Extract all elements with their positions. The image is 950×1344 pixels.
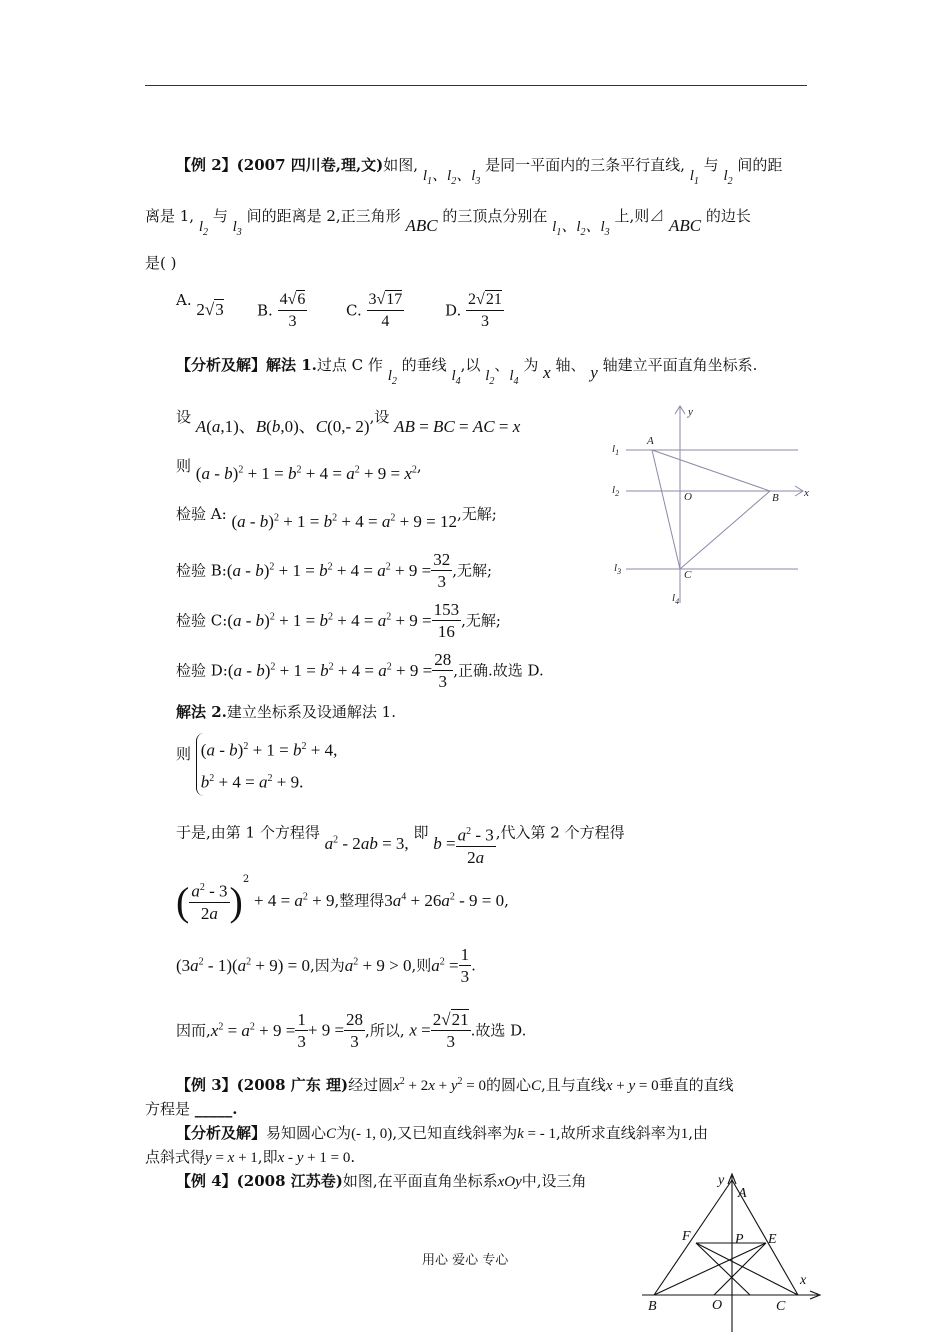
text: . (350, 1148, 356, 1166)
answer-blank: _____. (194, 1100, 238, 1118)
ex2-text: 离是 1, (145, 207, 195, 225)
option-label: B. (257, 301, 273, 320)
so-line: 于是,由第 1 个方程得 $a^2 - 2ab = 3$, 即 b = $\frac{a^2 - 3}{2a}$ ,代入第 2 个方程得 (176, 823, 625, 867)
ex3-analysis-line1: 【分析及解】易知圆心C为(- 1, 0),又已知直线斜率为k = - 1,故所求直线斜率为1,由 (176, 1124, 709, 1142)
text: 轴、 (555, 356, 586, 374)
analysis-tag: 【分析及解】 (176, 1124, 267, 1142)
label-e: E (768, 1232, 777, 1247)
text: 中,设三角 (521, 1172, 587, 1190)
ex2-source: (2007 四川卷,理,文) (236, 156, 384, 174)
arrange-line: ( $\frac{a^2 - 3}{2a}$ )$^2 + 4 = a^2 + 9$,整理得$3a^4 + 26a^2 - 9 = 0$, (176, 873, 509, 924)
option-label: A. (176, 291, 192, 309)
side-ab (654, 1180, 732, 1295)
text: ,即 (257, 1148, 278, 1166)
label-l4: $l_4$ (672, 592, 680, 606)
method2-line (176, 701, 396, 722)
method1-label: 解法 1. (266, 356, 317, 374)
text: 的垂线 (401, 356, 447, 374)
text: ,则 (411, 956, 432, 975)
label-b: B (772, 492, 779, 504)
ex2-text: 与 (703, 156, 719, 174)
ex2-text: 如图, (383, 156, 419, 174)
analysis-tag: 【分析及解】 (176, 356, 267, 374)
label-y: y (718, 1173, 725, 1188)
label-y: y (688, 406, 693, 418)
text: ,故所求直线斜率为 (555, 1124, 681, 1142)
text: ,整理得 (334, 891, 385, 910)
label-p: P (735, 1232, 744, 1247)
label-o: O (684, 491, 692, 503)
option-label: D. (445, 301, 462, 320)
text: ,无解; (457, 505, 497, 523)
figure-triangle-xoy (640, 1168, 825, 1338)
text: 建立坐标系及设通解法 1. (226, 703, 396, 721)
option-label: C. (346, 301, 362, 320)
segment-ac (652, 450, 680, 569)
because-line: $(3a^2 - 1)(a^2 + 9) = 0$,因为$a^2 + 9 > 0$,则$a^2$ = $\frac{1}{3}$ . (176, 945, 476, 986)
check-b-line: 检验 B:(a - $b)^2 + 1 = b^2 + 4 = a^2 + 9$ = $\frac{32}{3}$ ,无解; (176, 550, 493, 591)
check-d-line: 检验 D:(a - $b)^2 + 1 = b^2 + 4 = a^2 + 9$ = $\frac{28}{3}$ ,正确.故选 D. (176, 650, 544, 691)
option-a: A. 2√3 (176, 291, 224, 319)
check-c-line: 检验 C:(a - $b)^2 + 1 = b^2 + 4 = a^2 + 9$ = $\frac{153}{16}$ ,无解; (176, 600, 501, 641)
option-c: C. $\frac{3√17}{4}$ (346, 291, 403, 330)
label-b: B (648, 1299, 657, 1314)
ex2-line3: 是( ) (145, 254, 177, 272)
text: 检验 D: (176, 661, 228, 680)
text: 的圆心 (486, 1076, 532, 1094)
text: 方程是 (145, 1100, 191, 1118)
header-rule (145, 85, 807, 86)
text: ,又已知直线斜率为 (392, 1124, 518, 1142)
text: 因而, (176, 1021, 211, 1040)
text: ,无解; (461, 611, 501, 630)
ex2-text: 间的距离是 2,正三角形 (246, 207, 401, 225)
label-a: A (647, 435, 654, 447)
ex2-text: 是同一平面内的三条平行直线, (485, 156, 685, 174)
text: 、 (494, 356, 510, 374)
option-b: B. $\frac{4√6}{3}$ (257, 291, 306, 330)
text: ,无解; (452, 561, 493, 580)
text: 设 (176, 408, 192, 426)
ex3-line1: 【例 3】(2008 广东 理)经过圆$x^2 + 2x + y^2 = 0$的圆心C,且与直线x + y = 0垂直的直线 (176, 1076, 734, 1094)
label-l1: $l_1$ (612, 443, 620, 457)
label-c: C (684, 569, 692, 581)
text: ,正确.故选 D. (453, 661, 544, 680)
label-a: A (738, 1186, 747, 1201)
check-a-line: 检验 A: $(a - b)^2 + 1 = b^2 + 4 = a^2 + 9 = 12$,无解; (176, 505, 497, 531)
ex2-text: 与 (212, 207, 228, 225)
then-line: 则 $(a - b)^2 + 1 = b^2 + 4 = a^2 + 9 = x^2$, (176, 457, 422, 483)
segment-ab (652, 450, 770, 491)
ex2-line1: 【例 2】(2007 四川卷,理,文)如图, $l_1$、$l_2$、$l_3$ 是同一平面内的三条平行直线, $l_1$ 与 $l_2$ 间的距 (176, 156, 783, 187)
text: ,代入第 2 个方程得 (495, 823, 625, 842)
ex3-line2 (145, 1098, 238, 1119)
text: ,由 (688, 1124, 709, 1142)
text: 则 (176, 457, 192, 475)
text: ,所以, (365, 1021, 405, 1040)
ex4-source: (2008 江苏卷) (236, 1172, 343, 1190)
text: 检验 C: (176, 611, 228, 630)
ex2-text: 上,则⊿ (614, 207, 665, 225)
text: 点斜式得 (145, 1148, 206, 1166)
label-l3: $l_3$ (614, 562, 622, 576)
text: 检验 B: (176, 561, 227, 580)
text: 如图,在平面直角坐标系 (342, 1172, 498, 1190)
text: 为 (336, 1124, 352, 1142)
text: ,以 (460, 356, 481, 374)
text: 于是,由第 1 个方程得 (176, 823, 320, 842)
ex2-tag: 【例 2】 (176, 156, 237, 174)
text: 易知圆心 (266, 1124, 327, 1142)
text: 检验 A: (176, 505, 227, 523)
therefore-line: 因而$,x^2 = a^2 + 9$ = $\frac{1}{3}$ + 9 = $\frac{28}{3}$ ,所以, x = $\frac{2√21}{3}$ .故选 D. (176, 1010, 527, 1051)
label-f: F (682, 1229, 691, 1244)
figure-triangle-parallel-lines (600, 398, 820, 613)
segment-e-mid (714, 1243, 766, 1295)
text: 为 (523, 356, 539, 374)
segment-be (654, 1243, 766, 1295)
analysis-line1: 【分析及解】解法 1.过点 C 作 $l_2$ 的垂线 $l_4$,以 $l_2$、$l_4$ 为 x 轴、 y 轴建立平面直角坐标系. (176, 356, 758, 387)
ex3-source: (2008 广东 理) (236, 1076, 349, 1094)
text: ,且与直线 (541, 1076, 606, 1094)
footer: 用心 爱心 专心 (422, 1253, 509, 1268)
set-line: 设 A(a,1)、B(b,0)、C(0,- 2),设 AB = BC = AC = x (176, 408, 521, 436)
ex2-text: 的三顶点分别在 (442, 207, 548, 225)
label-x: x (800, 1273, 807, 1288)
text: 轴建立平面直角坐标系. (602, 356, 758, 374)
label-c: C (776, 1299, 786, 1314)
text: ,因为 (310, 956, 345, 975)
ex2-text: 间的距 (737, 156, 783, 174)
ex3-analysis-line2: 点斜式得y = x + 1,即x - y + 1 = 0. (145, 1148, 356, 1166)
segment-bc (680, 491, 770, 569)
text: 即 (413, 823, 429, 842)
text: 垂直的直线 (658, 1076, 734, 1094)
label-x: x (804, 487, 809, 499)
segment-f-mid (696, 1243, 750, 1295)
text: 过点 C 作 (316, 356, 383, 374)
option-d: D. $\frac{2√21}{3}$ (445, 291, 502, 330)
text: 经过圆 (348, 1076, 394, 1094)
label-l2: $l_2$ (612, 484, 620, 498)
ex2-line2: 离是 1, $l_2$ 与 $l_3$ 间的距离是 2,正三角形 ABC 的三顶点分别在 $l_1$、$l_2$、$l_3$ 上,则⊿ ABC 的边长 (145, 207, 751, 238)
text: .故选 D. (470, 1021, 527, 1040)
text: ,设 (369, 408, 390, 426)
text: 则 (176, 745, 192, 763)
ex4-tag: 【例 4】 (176, 1172, 237, 1190)
ex3-tag: 【例 3】 (176, 1076, 237, 1094)
label-o: O (712, 1298, 723, 1313)
ex4-line1: 【例 4】(2008 江苏卷)如图,在平面直角坐标系xOy中,设三角 (176, 1172, 587, 1190)
system-line: 则 $(a - b)^2 + 1 = b^2 + 4$, $b^2 + 4 = a^2 + 9$. (176, 733, 337, 796)
ex2-text: 的边长 (705, 207, 751, 225)
method2-label: 解法 2. (176, 703, 227, 721)
